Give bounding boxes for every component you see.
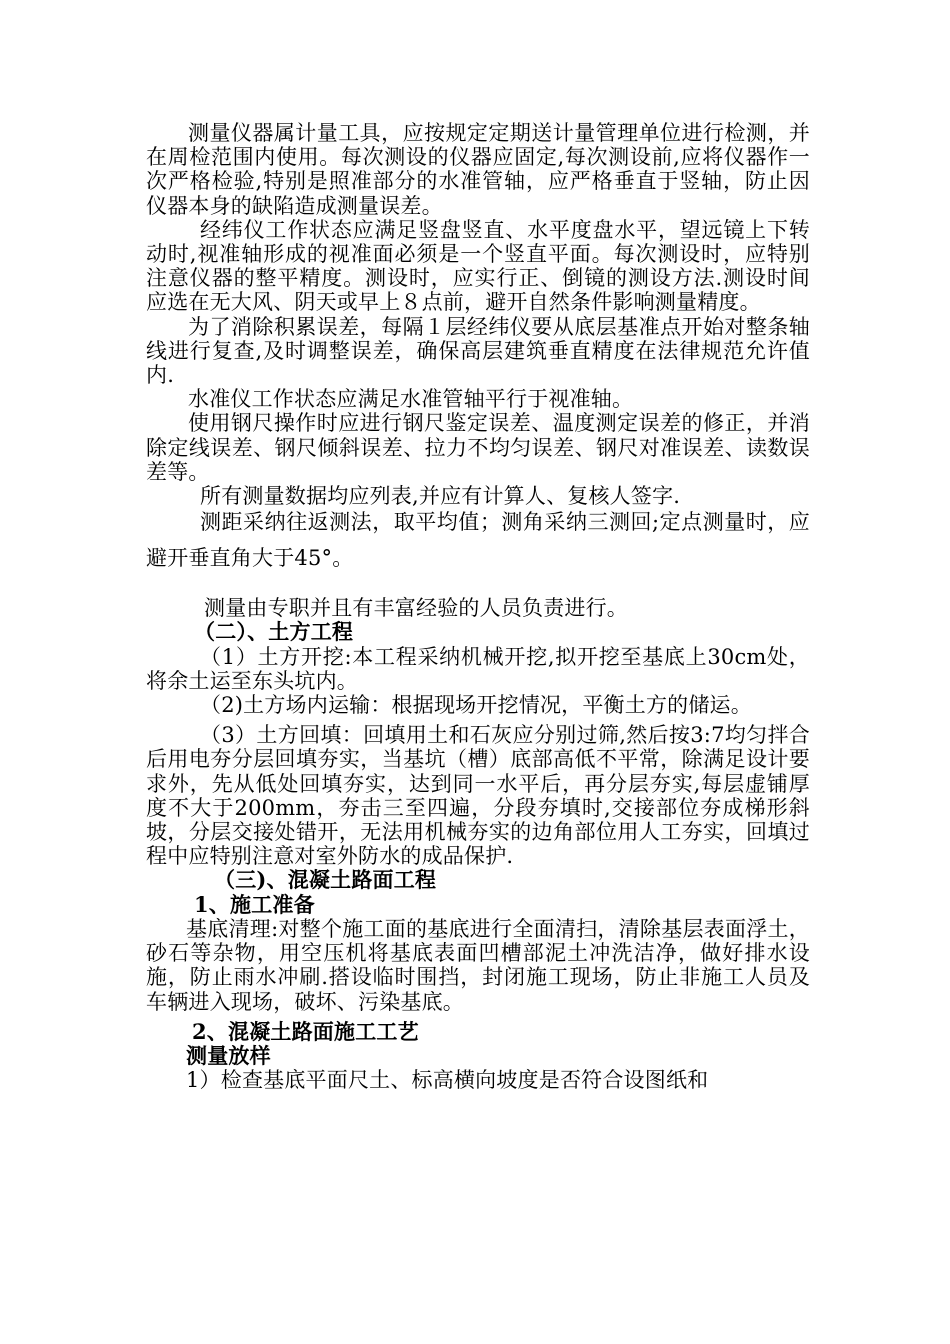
heading-survey-layout: 测量放样 <box>186 1042 271 1068</box>
paragraph-check-base: 1）检查基底平面尺土、标高横向坡度是否符合设图纸和 <box>186 1068 709 1093</box>
heading-pavement-process: 2、混凝土路面施工工艺 <box>192 1018 419 1044</box>
heading-concrete-pavement: （三)、混凝土路面工程 <box>214 867 437 893</box>
paragraph-measurement-records: 所有测量数据均应列表,并应有计算人、复核人签字. <box>200 484 681 509</box>
paragraph-cumulative-error: 为了消除积累误差，每隔１层经纬仪要从底层基准点开始对整条轴线进行复查,及时调整误差，确保高层建筑垂直精度在法律规范允许值内. <box>146 314 810 388</box>
paragraph-base-cleaning: 基底清理:对整个施工面的基底进行全面清扫，清除基层表面浮土，砂石等杂物，用空压机将基底表面凹槽部泥土冲洗洁净，做好排水设施，防止雨水冲刷.搭设临时围挡，封闭施工现场，防止非施工人员及车辆进入现场，破坏、污染基底。 <box>146 916 810 1014</box>
paragraph-instrument-calibration: 测量仪器属计量工具，应按规定定期送计量管理单位进行检测，并在周检范围内使用。每次测设的仪器应固定,每次测设前,应将仪器作一次严格检验,特别是照准部分的水准管轴，应严格垂直于竖轴，防止因仪器本身的缺陷造成测量误差。 <box>146 121 810 218</box>
paragraph-backfill: （3）土方回填：回填用土和石灰应分别过筛,然后按3:7均匀拌合后用电夯分层回填夯实，当基坑（槽）底部高低不平常，除满足设计要求外，先从低处回填夯实，达到同一水平后，再分层夯实,每层虚铺厚度不大于200mm，夯击三至四遍，分段夯填时,交接部位夯成梯形斜坡，分层交接处错开，无法用机械夯实的边角部位用人工夯实，回填过程中应特别注意对室外防水的成品保护. <box>146 723 810 869</box>
paragraph-theodolite-state: 经纬仪工作状态应满足竖盘竖直、水平度盘水平，望远镜上下转动时,视准轴形成的视准面必须是一个竖直平面。每次测设时，应特别注意仪器的整平精度。测设时，应实行正、倒镜的测设方法.测设时间应选在无大风、阴天或早上８点前，避开自然条件影响测量精度。 <box>146 217 810 315</box>
heading-earthwork: （二）、土方工程 <box>194 619 354 645</box>
paragraph-distance-angle: 测距采纳往返测法，取平均值；测角采纳三测回;定点测量时，应避开垂直角大于45°。 <box>146 510 810 571</box>
heading-preparation: 1、施工准备 <box>194 891 315 917</box>
document-body <box>146 121 810 1092</box>
paragraph-site-transport: （2)土方场内运输：根据现场开挖情况，平衡土方的储运。 <box>200 693 752 718</box>
paragraph-level-state: 水准仪工作状态应满足水准管轴平行于视准轴。 <box>188 387 634 412</box>
paragraph-personnel: 测量由专职并且有丰富经验的人员负责进行。 <box>204 596 628 621</box>
paragraph-excavation: （1）土方开挖:本工程采纳机械开挖,拟开挖至基底上30cm处，将余土运至东头坑内。 <box>146 644 810 693</box>
paragraph-steel-tape: 使用钢尺操作时应进行钢尺鉴定误差、温度测定误差的修正，并消除定线误差、钢尺倾斜误差、拉力不均匀误差、钢尺对准误差、读数误差等。 <box>146 411 810 484</box>
